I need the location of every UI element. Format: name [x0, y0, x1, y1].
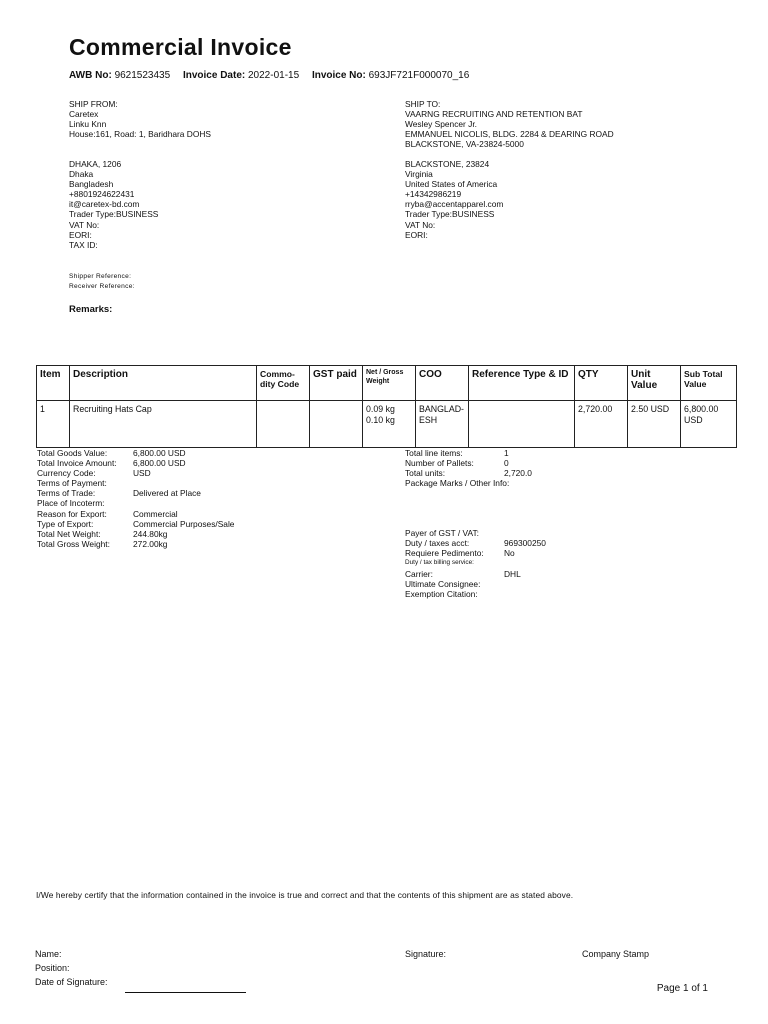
receiver-reference-label: Receiver Reference: [69, 282, 135, 290]
summary-left [37, 448, 377, 549]
ship-to-line: VAT No: [405, 219, 436, 230]
remarks-label: Remarks: [69, 304, 113, 315]
summary-row [37, 539, 377, 549]
invoice-date-label: Invoice Date: [182, 70, 246, 81]
reference-block [69, 272, 135, 291]
ship-from-line: EORI: [69, 229, 92, 240]
ship-from-line: Caretex [69, 109, 99, 120]
ship-to-line: United States of America [405, 179, 498, 190]
cell-gross-weight: 0.10 kg [366, 414, 395, 425]
signer-fields [35, 947, 108, 989]
summary-label: Terms of Trade: [37, 488, 96, 499]
cell-weights [363, 401, 416, 448]
summary-value: Commercial [133, 508, 178, 519]
summary-label: Ultimate Consignee: [405, 579, 481, 590]
col-header-commodity-code: Commo-dity Code [257, 366, 310, 401]
ship-to-details [405, 159, 503, 240]
ship-from-line: DHAKA, 1206 [69, 159, 122, 169]
date-of-signature-label: Date of Signature: [35, 977, 108, 987]
awb-label: AWB No: [69, 70, 112, 81]
shipper-reference-label: Shipper Reference: [69, 273, 132, 280]
ship-to-line: Trader Type:BUSINESS [405, 209, 495, 220]
summary-value: 6,800.00 USD [133, 458, 186, 469]
col-header-sub-total: Sub Total Value [681, 366, 737, 401]
summary-label: Total Invoice Amount: [37, 458, 117, 469]
ship-from-details [69, 159, 158, 250]
cell-reference [469, 401, 575, 448]
ship-from-line: it@caretex-bd.com [69, 199, 140, 210]
table-header-row [37, 366, 737, 401]
invoice-header-line [69, 70, 469, 81]
cell-net-weight: 0.09 kg [366, 404, 395, 414]
summary-row [405, 458, 705, 468]
summary-label: Reason for Export: [37, 508, 107, 519]
ship-from-line: +8801924622431 [69, 189, 135, 200]
summary-row [37, 488, 377, 498]
summary-value: Delivered at Place [133, 488, 201, 499]
summary-label: Package Marks / Other Info: [405, 478, 510, 489]
table-row [37, 401, 737, 448]
summary-row [405, 569, 705, 579]
col-header-description: Description [70, 366, 257, 401]
certification-statement: I/We hereby certify that the information contained in the invoice is true and correct and that the contents of this shipment are as stated above. [36, 890, 574, 900]
summary-row [405, 538, 705, 548]
ship-to-block [405, 99, 614, 149]
position-label: Position: [35, 963, 70, 973]
cell-sub-total: 6,800.00 USD [681, 401, 737, 448]
line-items-table [36, 365, 737, 448]
name-label: Name: [35, 949, 62, 959]
cell-description: Recruiting Hats Cap [70, 401, 257, 448]
col-header-coo: COO [416, 366, 469, 401]
summary-label: Number of Pallets: [405, 458, 474, 469]
ship-from-line: Trader Type:BUSINESS [69, 209, 159, 220]
summary-row [37, 529, 377, 539]
summary-value: 272.00kg [133, 538, 168, 549]
summary-row [37, 498, 377, 508]
ship-to-line: EMMANUEL NICOLIS, BLDG. 2284 & DEARING ROAD [405, 129, 614, 140]
summary-label: Currency Code: [37, 468, 96, 479]
summary-label: Type of Export: [37, 518, 94, 529]
col-header-reference: Reference Type & ID [469, 366, 575, 401]
summary-row [405, 468, 705, 478]
col-header-gst-paid: GST paid [310, 366, 363, 401]
ship-from-line: House:161, Road: 1, Baridhara DOHS [69, 129, 211, 140]
summary-label: Total Net Weight: [37, 528, 101, 539]
summary-value: 1 [504, 448, 509, 458]
ship-from-heading: SHIP FROM: [69, 99, 118, 109]
col-header-item: Item [37, 366, 70, 401]
summary-value: USD [133, 468, 151, 479]
page-number: Page 1 of 1 [656, 983, 708, 994]
ship-to-line: Virginia [405, 169, 433, 180]
summary-row [405, 558, 705, 566]
col-header-net-gross-weight: Net / Gross Weight [363, 366, 416, 401]
summary-label: Total line items: [405, 448, 463, 458]
signature-label: Signature: [405, 949, 447, 959]
ship-to-line: BLACKSTONE, VA-23824-5000 [405, 139, 524, 150]
document-title: Commercial Invoice [69, 34, 292, 60]
summary-value: 2,720.0 [504, 468, 532, 479]
invoice-number: 693JF721F000070_16 [368, 70, 470, 81]
summary-label: Payer of GST / VAT: [405, 528, 480, 538]
summary-label: Place of Incoterm: [37, 498, 105, 509]
ship-from-line: VAT No: [69, 219, 100, 230]
summary-row [405, 548, 705, 558]
ship-to-heading: SHIP TO: [405, 99, 441, 109]
summary-value: 0 [504, 458, 509, 469]
signature-date-line [125, 992, 246, 993]
summary-label: Carrier: [405, 569, 433, 580]
ship-to-line: VAARNG RECRUITING AND RETENTION BAT [405, 109, 583, 120]
summary-label: Duty / taxes acct: [405, 538, 470, 549]
summary-row [405, 448, 705, 458]
summary-value: Commercial Purposes/Sale [133, 518, 235, 529]
summary-row [405, 528, 705, 538]
company-stamp-label: Company Stamp [582, 949, 650, 959]
summary-row [37, 478, 377, 488]
summary-label: Duty / tax billing service: [405, 559, 474, 567]
invoice-date: 2022-01-15 [248, 70, 300, 81]
ship-from-block [69, 99, 211, 139]
cell-commodity-code [257, 401, 310, 448]
summary-row [37, 509, 377, 519]
ship-from-line: Linku Knn [69, 119, 107, 130]
col-header-qty: QTY [575, 366, 628, 401]
ship-from-line: Bangladesh [69, 179, 114, 190]
summary-value: No [504, 548, 515, 559]
ship-to-line: BLACKSTONE, 23824 [405, 159, 490, 169]
cell-unit-value: 2.50 USD [628, 401, 681, 448]
col-header-unit-value: Unit Value [628, 366, 681, 401]
ship-to-line: rryba@accentapparel.com [405, 199, 504, 210]
summary-label: Requiere Pedimento: [405, 548, 484, 559]
summary-row [405, 579, 705, 589]
summary-right-duty [405, 528, 705, 600]
ship-from-line: TAX ID: [69, 239, 98, 250]
invoice-number-label: Invoice No: [311, 70, 366, 81]
summary-value: 6,800.00 USD [133, 448, 186, 458]
summary-value: 969300250 [504, 538, 546, 549]
summary-label: Terms of Payment: [37, 478, 107, 489]
summary-label: Total Goods Value: [37, 448, 108, 458]
cell-coo: BANGLAD-ESH [416, 401, 469, 448]
ship-from-line: Dhaka [69, 169, 94, 180]
summary-row [37, 519, 377, 529]
cell-gst-paid [310, 401, 363, 448]
summary-label: Total units: [405, 468, 446, 479]
ship-to-line: EORI: [405, 229, 428, 240]
cell-item: 1 [37, 401, 70, 448]
summary-row [37, 448, 377, 458]
summary-value: 244.80kg [133, 528, 168, 539]
cell-qty: 2,720.00 [575, 401, 628, 448]
summary-row [37, 458, 377, 468]
ship-to-line: +14342986219 [405, 189, 462, 200]
awb-number: 9621523435 [114, 70, 171, 81]
summary-label: Total Gross Weight: [37, 538, 110, 549]
summary-row [405, 478, 705, 488]
summary-row [405, 589, 705, 599]
ship-to-line: Wesley Spencer Jr. [405, 119, 477, 130]
summary-label: Exemption Citation: [405, 589, 478, 600]
summary-row [37, 468, 377, 478]
summary-value: DHL [504, 569, 521, 580]
summary-right-totals [405, 448, 705, 488]
